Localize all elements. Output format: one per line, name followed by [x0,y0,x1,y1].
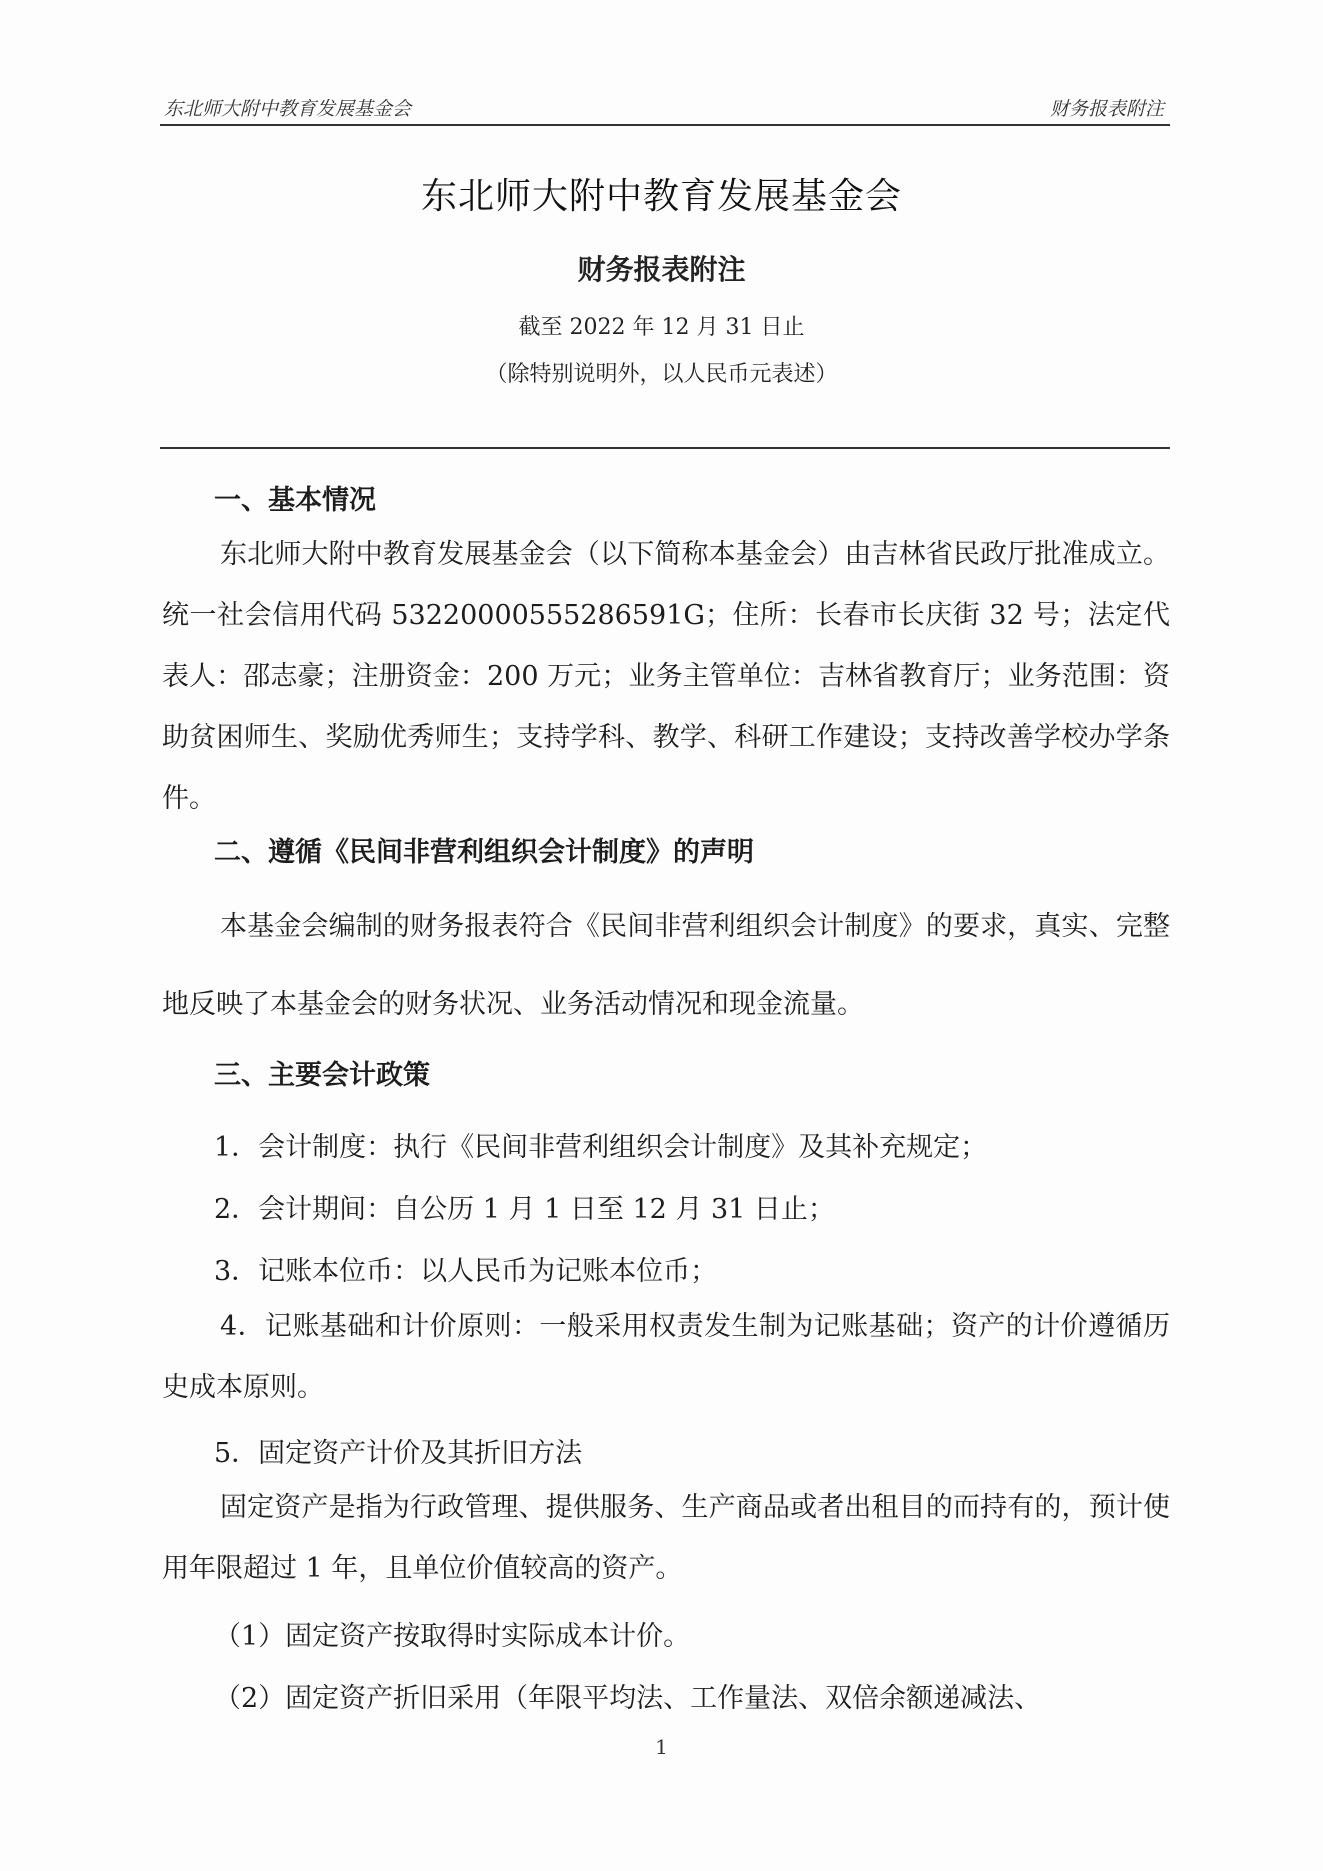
policy-item-5-sub-1: （1）固定资产按取得时实际成本计价。 [214,1621,691,1652]
section-3-heading: 三、主要会计政策 [214,1060,430,1091]
currency-note: （除特别说明外，以人民币元表述） [485,362,838,387]
section-2-paragraph: 本基金会编制的财务报表符合《民间非营利组织会计制度》的要求，真实、完整地反映了本基金会的财务状况、业务活动情况和现金流量。 [162,911,1170,1020]
period-line: 截至 2022 年 12 月 31 日止 [518,315,805,340]
title-divider [160,447,1170,449]
section-2-heading: 二、遵循《民间非营利组织会计制度》的声明 [214,837,754,868]
section-1-paragraph: 东北师大附中教育发展基金会（以下简称本基金会）由吉林省民政厅批准成立。统一社会信用代码 53220000555286591G；住所：长春市长庆街 32 号；法定代表人：邵志豪；注册资金：200 万元；业务主管单位：吉林省教育厅；业务范围：资助贫困师生、奖励优秀师生；支持学科、教学、科研工作建设；支持改善学校办学条件。 [162,539,1170,814]
document-subtitle: 财务报表附注 [577,253,746,286]
policy-item-5-paragraph: 固定资产是指为行政管理、提供服务、生产商品或者出租目的而持有的，预计使用年限超过 1 年，且单位价值较高的资产。 [162,1492,1170,1584]
policy-item-4: 4．记账基础和计价原则：一般采用权责发生制为记账基础；资产的计价遵循历史成本原则。 [162,1311,1170,1403]
page-number: 1 [655,1735,668,1759]
header-org-name: 东北师大附中教育发展基金会 [164,98,412,120]
header-doc-name: 财务报表附注 [1049,98,1164,120]
policy-item-5: 5．固定资产计价及其折旧方法 [214,1438,583,1469]
document-title: 东北师大附中教育发展基金会 [420,176,902,217]
policy-item-2: 2．会计期间：自公历 1 月 1 日至 12 月 31 日止； [214,1194,835,1225]
policy-item-3: 3．记账本位币：以人民币为记账本位币； [214,1256,718,1287]
running-header [160,88,1170,126]
policy-item-1: 1．会计制度：执行《民间非营利组织会计制度》及其补充规定； [214,1132,988,1163]
policy-item-5-sub-2: （2）固定资产折旧采用（年限平均法、工作量法、双倍余额递减法、 [214,1683,1042,1714]
section-1-heading: 一、基本情况 [214,485,376,516]
